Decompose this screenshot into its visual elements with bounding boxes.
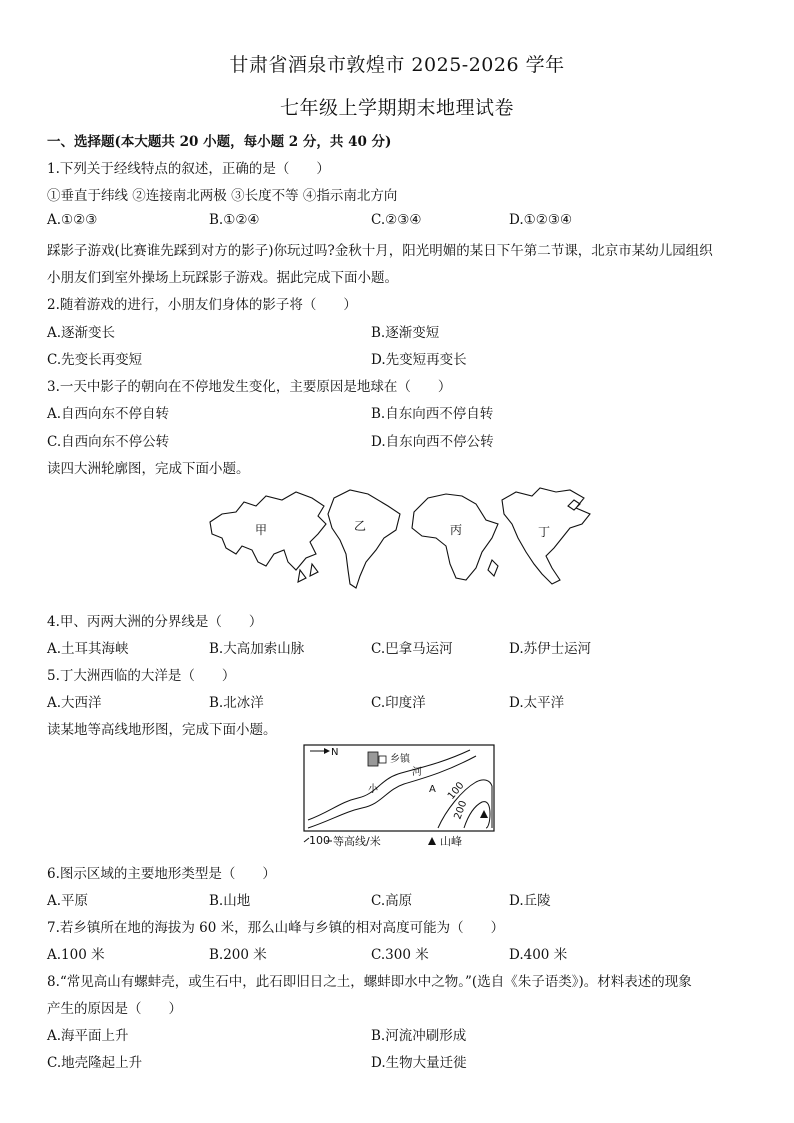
contour-map-figure [300,742,500,850]
q8-stem-line1: 8.“常见高山有螺蚌壳，或生石中，此石即旧日之土，螺蚌即水中之物。”(选自《朱子语类》)。材料表述的现象 [47,974,692,990]
q6-option-d: D.丘陵 [509,893,551,909]
q1-option-c: C.②③④ [371,212,422,228]
q6-stem: 6.图示区域的主要地形类型是（ ） [47,866,276,882]
q5-stem: 5.丁大洲西临的大洋是（ ） [47,668,236,684]
contour-100-label: 100 [445,780,467,802]
q3-stem: 3.一天中影子的朝向在不停地发生变化，主要原因是地球在（ ） [47,379,452,395]
legend-contour-value: 100 [309,834,330,847]
asia-outline [210,492,326,582]
continent-label-ding: 丁 [538,525,551,539]
q1-items: ①垂直于纬线 ②连接南北两极 ③长度不等 ④指示南北方向 [47,188,398,204]
intro-continents: 读四大洲轮廓图，完成下面小题。 [47,461,250,477]
continent-label-jia: 甲 [255,523,268,537]
q7-option-d: D.400 米 [509,947,568,963]
q5-option-c: C.印度洋 [371,695,426,711]
q1-stem: 1.下列关于经线特点的叙述，正确的是（ ） [47,161,330,177]
q1-option-d: D.①②③④ [509,212,573,228]
africa-outline [412,494,498,580]
q8-option-d: D.生物大量迁徙 [371,1055,467,1071]
legend-contour-label: 等高线/米 [333,835,381,848]
north-label: N [331,747,339,758]
river-label-he: 河 [412,767,422,778]
q7-option-c: C.300 米 [371,947,429,963]
q4-option-a: A.土耳其海峡 [47,641,129,657]
intro-shadow-game-line2: 小朋友们到室外操场上玩踩影子游戏。据此完成下面小题。 [47,270,398,286]
q3-option-b: B.自东向西不停自转 [371,406,494,422]
continent-label-bing: 丙 [450,523,463,537]
q4-stem: 4.甲、丙两大洲的分界线是（ ） [47,614,263,630]
q1-option-a: A.①②③ [47,212,98,228]
q4-option-d: D.苏伊士运河 [509,641,592,657]
q5-option-d: D.太平洋 [509,695,565,711]
q4-option-b: B.大高加索山脉 [209,641,305,657]
legend-peak-label: 山峰 [440,835,462,848]
q7-stem: 7.若乡镇所在地的海拔为 60 米，那么山峰与乡镇的相对高度可能为（ ） [47,920,505,936]
legend-peak-icon [428,837,436,845]
q7-option-a: A.100 米 [47,947,105,963]
exam-title-line2: 七年级上学期期末地理试卷 [279,97,514,119]
q3-option-c: C.自西向东不停公转 [47,434,170,450]
q5-option-b: B.北冰洋 [209,695,264,711]
river-label-xiao: 小 [368,784,378,795]
q3-option-a: A.自西向东不停自转 [47,406,170,422]
q5-option-a: A.大西洋 [47,695,102,711]
q8-option-b: B.河流冲刷形成 [371,1028,467,1044]
q3-option-d: D.自东向西不停公转 [371,434,494,450]
town-label: 乡镇 [390,754,410,765]
q8-option-c: C.地壳隆起上升 [47,1055,143,1071]
q6-option-c: C.高原 [371,893,413,909]
south-america-outline [328,490,400,588]
q2-option-d: D.先变短再变长 [371,352,467,368]
q2-option-a: A.逐渐变长 [47,325,116,341]
intro-topo-map: 读某地等高线地形图，完成下面小题。 [47,722,277,738]
q2-option-b: B.逐渐变短 [371,325,440,341]
continent-label-yi: 乙 [354,519,367,533]
intro-shadow-game-line1: 踩影子游戏(比赛谁先踩到对方的影子)你玩过吗?金秋十月，阳光明媚的某日下午第二节课，北京市某幼儿园组织 [47,243,713,259]
q2-option-c: C.先变长再变短 [47,352,143,368]
exam-title-line1: 甘肃省酒泉市敦煌市 2025-2026 学年 [229,54,565,76]
q7-option-b: B.200 米 [209,947,267,963]
q1-option-b: B.①②④ [209,212,260,228]
q6-option-b: B.山地 [209,893,251,909]
q8-stem-line2: 产生的原因是（ ） [47,1001,182,1017]
q2-stem: 2.随着游戏的进行，小朋友们身体的影子将（ ） [47,297,357,313]
continents-outline-figure [200,484,600,594]
point-a-label: A [429,784,436,795]
contour-200-label: 200 [452,799,470,822]
town-symbol [368,752,378,766]
section-heading: 一、选择题(本大题共 20 小题，每小题 2 分，共 40 分) [47,134,392,150]
q8-option-a: A.海平面上升 [47,1028,129,1044]
q6-option-a: A.平原 [47,893,89,909]
q4-option-c: C.巴拿马运河 [371,641,453,657]
